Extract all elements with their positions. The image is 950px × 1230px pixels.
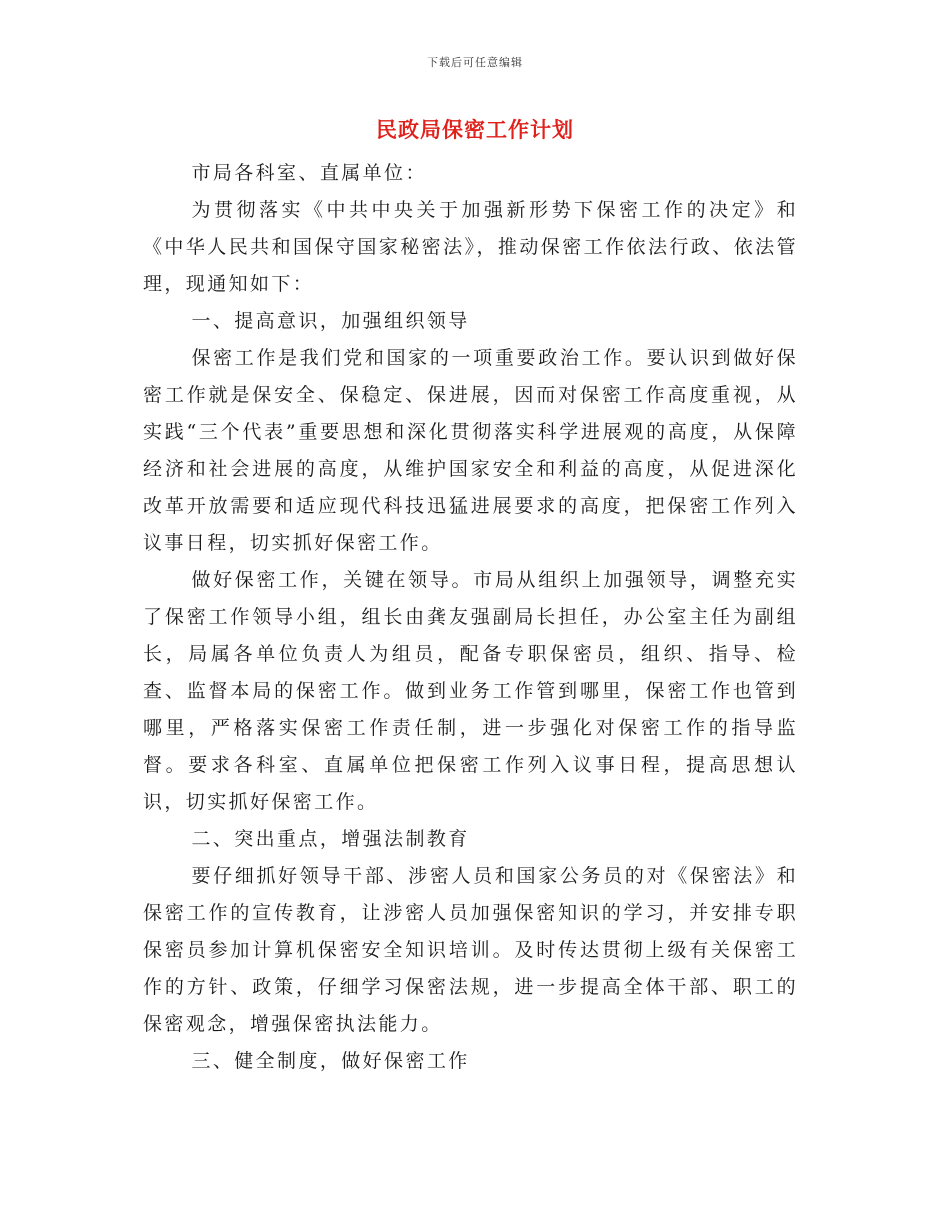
section-heading-2: 二、突出重点，增强法制教育 [191, 828, 470, 850]
addressee-line: 市局各科室、直属单位： [191, 162, 427, 184]
body-paragraph: 要仔细抓好领导干部、涉密人员和国家公务员的对《保密法》和保密工作的宣传教育，让涉密人员加强保密知识的学习，并安排专职保密员参加计算机保密安全知识培训。及时传达贯彻上级有关保密工作的方针、政策，仔细学习保密法规，进一步提高全体干部、职工的保密观念，增强保密执法能力。 [143, 865, 798, 1035]
section-heading-3: 三、健全制度，做好保密工作 [191, 1050, 470, 1072]
document-body [143, 155, 798, 1080]
document-title: 民政局保密工作计划 [376, 117, 574, 142]
section-heading-1: 一、提高意识，加强组织领导 [191, 310, 470, 332]
body-paragraph: 保密工作是我们党和国家的一项重要政治工作。要认识到做好保密工作就是保安全、保稳定、保进展，因而对保密工作高度重视，从实践“三个代表”重要思想和深化贯彻落实科学进展观的高度，从保障经济和社会进展的高度，从维护国家安全和利益的高度，从促进深化改革开放需要和适应现代科技迅猛进展要求的高度，把保密工作列入议事日程，切实抓好保密工作。 [143, 347, 798, 554]
body-paragraph: 做好保密工作，关键在领导。市局从组织上加强领导，调整充实了保密工作领导小组，组长由龚友强副局长担任，办公室主任为副组长，局属各单位负责人为组员，配备专职保密员，组织、指导、检查、监督本局的保密工作。做到业务工作管到哪里，保密工作也管到哪里，严格落实保密工作责任制，进一步强化对保密工作的指导监督。要求各科室、直属单位把保密工作列入议事日程，提高思想认识，切实抓好保密工作。 [143, 569, 798, 813]
intro-paragraph: 为贯彻落实《中共中央关于加强新形势下保密工作的决定》和《中华人民共和国保守国家秘密法》，推动保密工作依法行政、依法管理，现通知如下： [143, 199, 798, 295]
page-header-note: 下载后可任意编辑 [427, 56, 523, 69]
